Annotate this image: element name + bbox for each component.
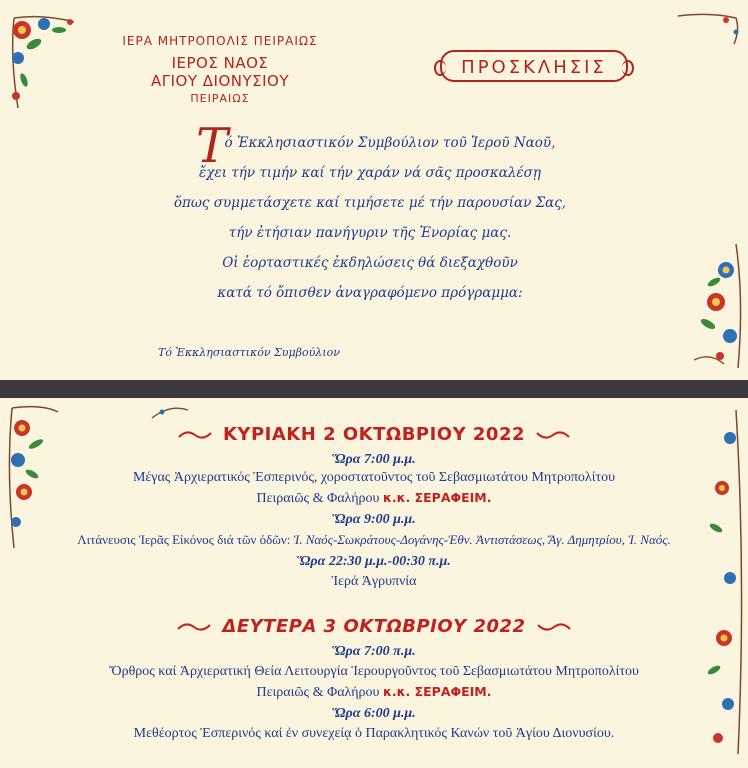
church-name-line1: ΙΕΡΟΣ ΝΑΟΣ [171, 54, 269, 72]
day2-heading [0, 616, 748, 638]
day1-event1-line2 [0, 490, 748, 507]
floral-ornament-bottom-right [690, 240, 748, 372]
floral-ornament-top-right [676, 10, 742, 50]
invitation-line: τήν ἐτήσιαν πανήγυριν τῆς Ἐνορίας μας. [228, 225, 512, 241]
day1-heading [0, 424, 748, 446]
day1-title: ΚΥΡΙΑΚΗ 2 ΟΚΤΩΒΡΙΟΥ 2022 [222, 424, 525, 445]
branch-ornament-left [150, 402, 190, 422]
flourish-left-icon [177, 425, 213, 446]
page-separator [0, 380, 748, 398]
church-name-line2: ΑΓΙΟΥ ΔΙΟΝΥΣΙΟΥ [150, 72, 290, 90]
day1-event2-prefix: Λιτάνευσις Ἱερᾶς Εἰκόνος διά τῶν ὁδῶν: [77, 532, 294, 547]
day1-event3: Ἱερά Ἀγρυπνία [331, 574, 417, 589]
day1-time2: Ὥρα 9:00 μ.μ. [332, 512, 416, 527]
flourish-right-icon [536, 617, 572, 638]
invitation-line: ἔχει τήν τιμήν καί τήν χαράν νά σᾶς προσκαλέσῃ [199, 165, 541, 181]
day1-time1: Ὥρα 7:00 μ.μ. [332, 452, 416, 467]
flourish-left-icon [176, 617, 212, 638]
day1-metropolitan-name: κ.κ. ΣΕΡΑΦΕΙΜ. [382, 490, 492, 505]
drop-cap-letter: Τ [196, 118, 229, 174]
floral-ornament-top-left [4, 8, 104, 128]
parish-header [110, 34, 330, 105]
day1-time3: Ὥρα 22:30 μ.μ.-00:30 π.μ. [297, 554, 451, 569]
day2-time2: Ὥρα 6:00 μ.μ. [332, 706, 416, 721]
day1-event1-prefix: Πειραιῶς & Φαλήρου [256, 491, 383, 506]
metropolis-name: ΙΕΡΑ ΜΗΤΡΟΠΟΛΙΣ ΠΕΙΡΑΙΩΣ [122, 34, 318, 48]
flourish-right-icon [535, 425, 571, 446]
invitation-text [110, 128, 630, 308]
day2-event2: Μεθέορτος Ἑσπερινός καί ἐν συνεχείᾳ ὁ Παρακλητικός Κανών τοῦ Ἁγίου Διονυσίου. [133, 726, 615, 741]
day2-title: ΔΕΥΤΕΡΑ 3 ΟΚΤΩΒΡΙΟΥ 2022 [222, 616, 526, 637]
invitation-badge: ΠΡΟΣΚΛΗΣΙΣ [440, 50, 628, 82]
city-name: ΠΕΙΡΑΙΩΣ [190, 92, 250, 105]
invitation-line: ό Ἐκκλησιαστικόν Συμβούλιον τοῦ Ἱεροῦ Ναοῦ, [224, 135, 556, 151]
invitation-front-card [0, 0, 748, 381]
invitation-line: ὅπως συμμετάσχετε καί τιμήσετε μέ τήν παρουσίαν Σας, [173, 195, 567, 211]
day2-time1: Ὥρα 7:00 π.μ. [332, 644, 416, 659]
signature: Τό Ἐκκλησιαστικόν Συμβούλιον [158, 346, 340, 359]
day1-event2-route: Ἱ. Ναός-Σωκράτους-Δογάνης-Ἐθν. Ἀντιστάσεως, Ἅγ. Δημητρίου, Ἱ. Ναός. [293, 532, 671, 547]
day2-event1-line2 [0, 684, 748, 701]
day1-event1-line1: Μέγας Ἀρχιερατικός Ἑσπερινός, χοροστατοῦντος τοῦ Σεβασμιωτάτου Μητροπολίτου [132, 470, 616, 485]
day2-event1-prefix: Πειραιῶς & Φαλήρου [256, 685, 383, 700]
day2-metropolitan-name: κ.κ. ΣΕΡΑΦΕΙΜ. [382, 684, 492, 699]
invitation-line: Οἱ ἑορταστικές ἐκδηλώσεις θά διεξαχθοῦν [222, 255, 518, 271]
invitation-program-card [0, 398, 748, 768]
day2-event1-line1: Ὄρθρος καί Ἀρχιερατική Θεία Λειτουργία Ἱερουργοῦντος τοῦ Σεβασμιωτάτου Μητροπολίτου [109, 664, 639, 679]
invitation-line: κατά τό ὄπισθεν ἀναγραφόμενο πρόγραμμα: [217, 285, 523, 301]
day1-event2 [0, 532, 748, 548]
